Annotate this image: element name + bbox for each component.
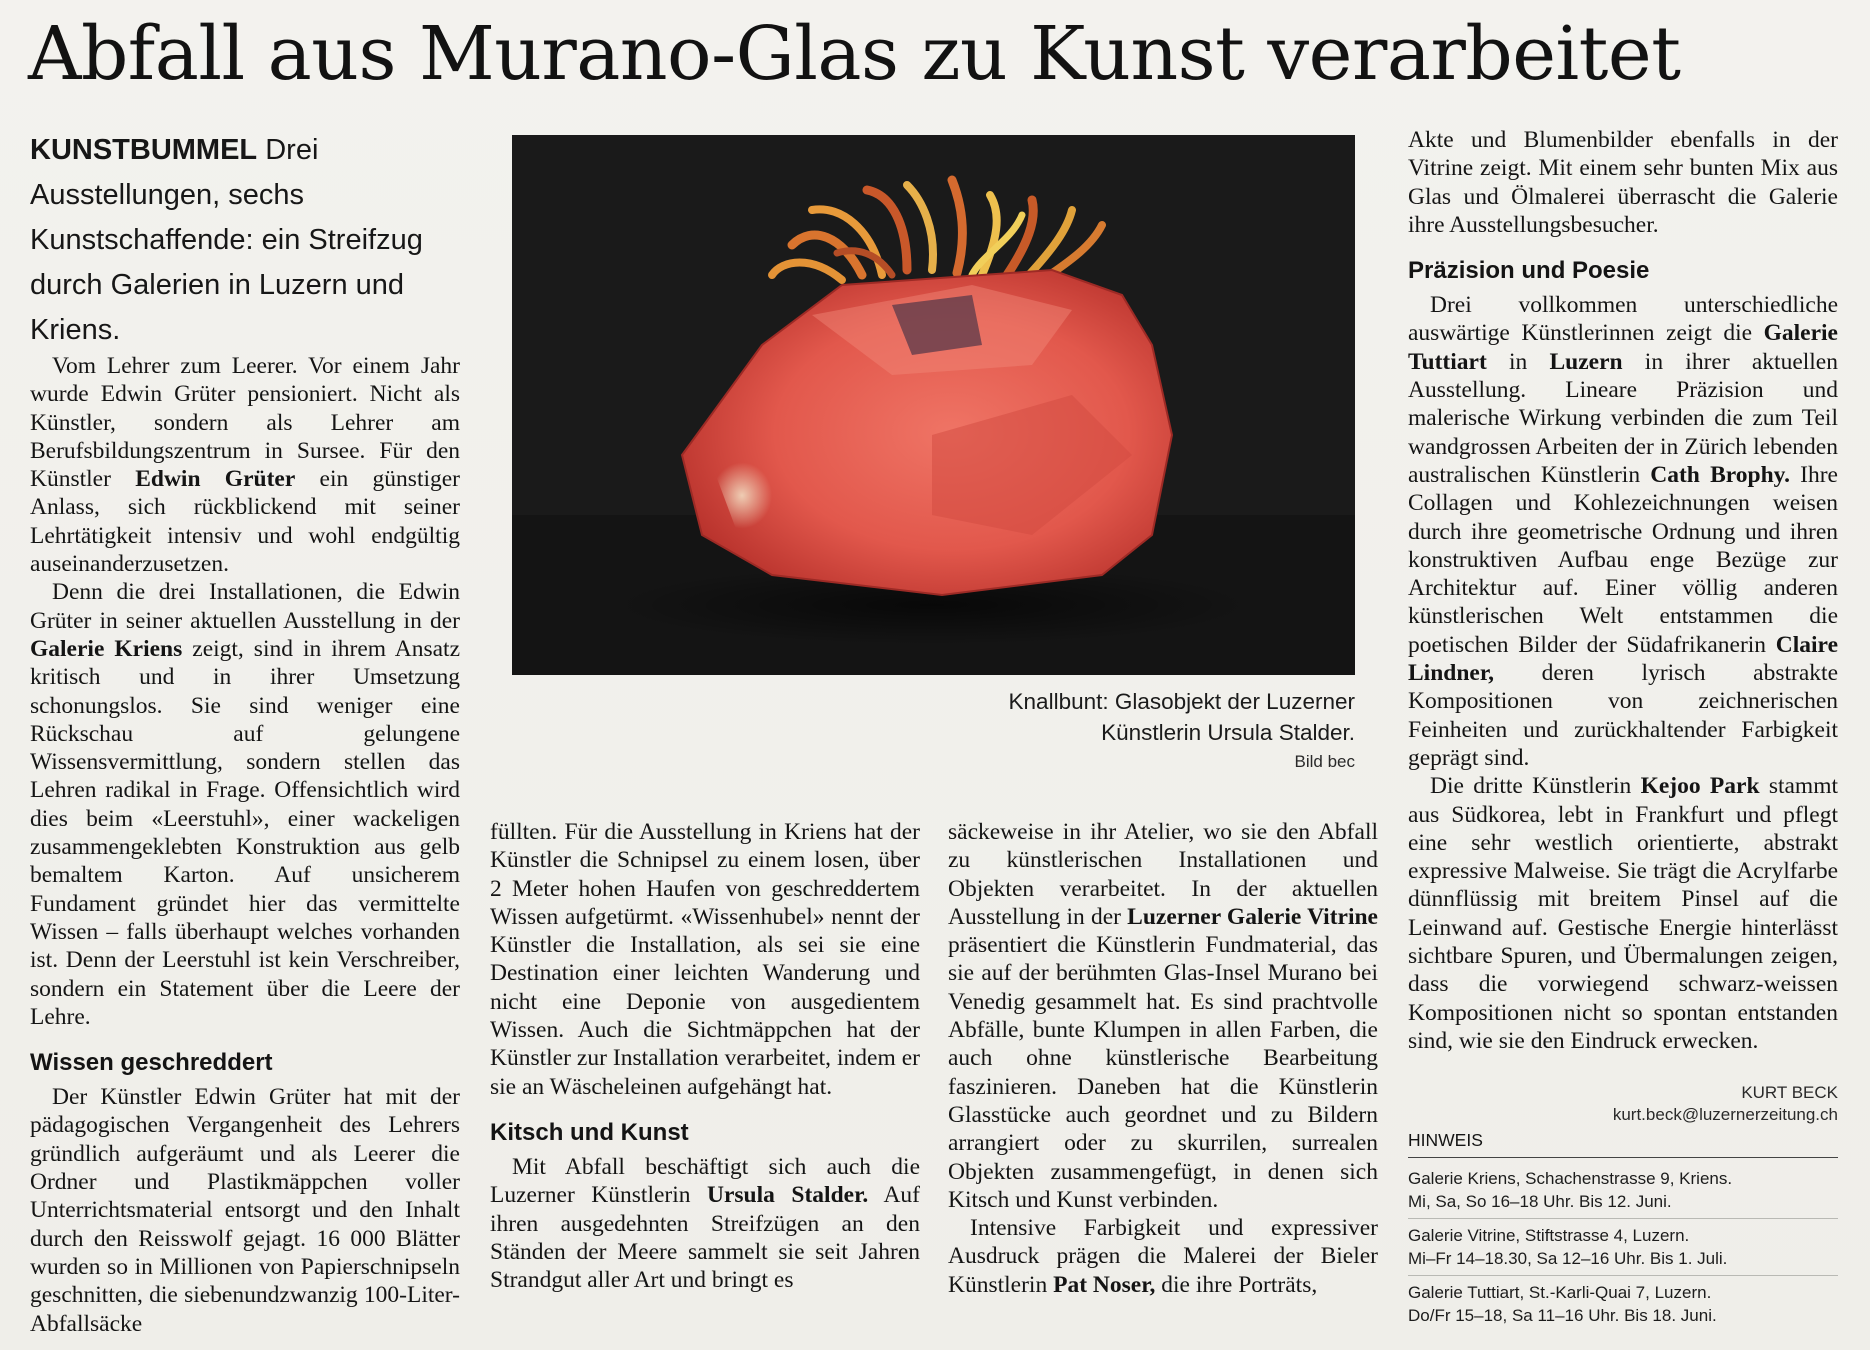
- hinweis-entry: [1408, 1224, 1838, 1276]
- artist-name: Pat Noser,: [1053, 1271, 1156, 1298]
- hinweis-heading: HINWEIS: [1408, 1130, 1838, 1158]
- hinweis-hours: Mi, Sa, So 16–18 Uhr. Bis 12. Juni.: [1408, 1192, 1672, 1211]
- article-column-3: [948, 818, 1378, 1299]
- artist-name: Cath Brophy.: [1650, 461, 1790, 488]
- artist-name: Kejoo Park: [1640, 773, 1760, 800]
- body-paragraph: Drei vollkommen unterschiedliche auswärtige Künstlerinnen zeigt die Galerie Tuttiart in Luzern in ihrer aktuellen Ausstellung. Lineare Präzision und malerische Wirkung verbinden die zum Teil wandgrossen Arbeiten der in Zürich lebenden australischen Künstlerin Cath Brophy. Ihre Collagen und Kohlezeichnungen weisen durch ihre geometrische Ordnung und ihren konstruktiven Aufbau enge Bezüge zur Architektur auf. Einer völlig anderen künstlerischen Welt entstammen die poetischen Bilder der Südafrikanerin Claire Lindner, deren lyrisch abstrakte Kompositionen von zeichnerischen Feinheiten und zurückhaltender Farbigkeit geprägt sind.: [1408, 292, 1838, 771]
- hinweis-entry: [1408, 1281, 1838, 1332]
- body-paragraph: Akte und Blumenbilder ebenfalls in der Vitrine zeigt. Mit einem sehr bunten Mix aus Glas und Ölmalerei überrascht die Galerie ihre Ausstellungsbesucher.: [1408, 127, 1838, 238]
- artist-name: Edwin Grüter: [135, 466, 296, 493]
- caption-line-1: Knallbunt: Glasobjekt der Luzerner: [1008, 689, 1355, 714]
- hinweis-address: Galerie Kriens, Schachenstrasse 9, Kriens.: [1408, 1169, 1733, 1188]
- artist-name: Ursula Stalder.: [707, 1182, 869, 1209]
- body-paragraph: Der Künstler Edwin Grüter hat mit der pädagogischen Vergangenheit des Lehrers gründlich aufgeräumt und als Leerer die Ordner und Plastikmäppchen voller Unterrichtsmaterial entsorgt und den Inhalt durch den Reisswolf gejagt. 16 000 Blätter wurden so in Millionen von Papierschnipseln geschnitten, die siebenundzwanzig 100-Liter-Abfallsäcke: [30, 1084, 460, 1337]
- body-paragraph: Mit Abfall beschäftigt sich auch die Luzerner Künstlerin Ursula Stalder. Auf ihren ausgedehnten Streifzügen an den Ständen der Meere sammelt sie seit Jahren Strandgut aller Art und bringt es: [490, 1153, 921, 1294]
- article-column-2: [490, 818, 920, 1294]
- hinweis-box: [1408, 1162, 1838, 1332]
- photo-caption: [900, 686, 1355, 748]
- artist-name: Claire Lindner,: [1408, 631, 1838, 687]
- hinweis-hours: Mi–Fr 14–18.30, Sa 12–16 Uhr. Bis 1. Juli.: [1408, 1249, 1728, 1268]
- gallery-name: Galerie Tuttiart: [1408, 320, 1838, 375]
- author-email: kurt.beck@luzernerzeitung.ch: [1612, 1105, 1838, 1124]
- author-byline: [1400, 1082, 1838, 1126]
- body-paragraph: füllten. Für die Ausstellung in Kriens hat der Künstler die Schnipsel zu einem losen, über 2 Meter hohen Haufen von geschreddertem Wissen aufgetürmt. «Wissenhubel» nennt der Künstler die Installation, als sei sie eine Destination einer leichten Wanderung und nicht eine Deponie von ausgedientem Wissen. Auch die Sichtmäppchen hat der Künstler zur Installation verarbeitet, indem er sie an Wäscheleinen aufgehängt hat.: [490, 819, 920, 1100]
- article-column-4: [1408, 126, 1838, 1055]
- caption-line-2: Künstlerin Ursula Stalder.: [1101, 720, 1355, 745]
- city-name: Luzern: [1549, 348, 1623, 375]
- lead-kicker: KUNSTBUMMEL: [30, 134, 258, 166]
- lead-paragraph: [30, 128, 462, 353]
- hinweis-address: Galerie Vitrine, Stiftstrasse 4, Luzern.: [1408, 1226, 1690, 1245]
- gallery-name: Galerie Kriens: [30, 635, 183, 662]
- subheading: Wissen geschreddert: [30, 1049, 273, 1077]
- hinweis-address: Galerie Tuttiart, St.-Karli-Quai 7, Luzern.: [1408, 1283, 1712, 1302]
- gallery-name: Luzerner Galerie Vitrine: [1127, 903, 1378, 930]
- hinweis-hours: Do/Fr 15–18, Sa 11–16 Uhr. Bis 18. Juni.: [1408, 1306, 1717, 1325]
- body-paragraph: Vom Lehrer zum Leerer. Vor einem Jahr wurde Edwin Grüter pensioniert. Nicht als Künstler, sondern als Lehrer am Berufsbildungszentrum in Sursee. Für den Künstler Edwin Grüter ein günstiger Anlass, sich rückblickend mit seiner Lehrtätigkeit intensiv und wohl endgültig auseinanderzusetzen.: [30, 353, 461, 578]
- photo-credit: Bild bec: [1294, 752, 1355, 771]
- glass-sculpture-image: [512, 135, 1355, 675]
- body-paragraph: säckeweise in ihr Atelier, wo sie den Abfall zu künstlerischen Installationen und Objekten verarbeitet. In der aktuellen Ausstellung in der Luzerner Galerie Vitrine präsentiert die Künstlerin Fundmaterial, das sie auf der berühmten Glas-Insel Murano bei Venedig gesammelt hat. Es sind prachtvolle Abfälle, bunte Klumpen in allen Farben, die auch ohne künstlerische Bearbeitung faszinieren. Daneben hat die Künstlerin Glasstücke auch geordnet und zu Bildern arrangiert oder zu skurrilen, surrealen Objekten zusammengefügt, in denen sich Kitsch und Kunst verbinden.: [948, 819, 1378, 1213]
- body-paragraph: Die dritte Künstlerin Kejoo Park stammt aus Südkorea, lebt in Frankfurt und pflegt eine sehr westlich orientierte, abstrakt expressive Malweise. Sie trägt die Acrylfarbe dünnflüssig mit breitem Pinsel auf die Leinwand auf. Gestische Energie hinterlässt sichtbare Spuren, und Übermalungen zeigen, dass die vorwiegend schwarz-weissen Kompositionen nicht so spontan entstanden sind, wie sie den Eindruck erwecken.: [1408, 773, 1839, 1054]
- body-paragraph: Denn die drei Installationen, die Edwin Grüter in seiner aktuellen Ausstellung in der Galerie Kriens zeigt, sind in ihrem Ansatz kritisch und in ihrer Umsetzung schonungslos. Sie sind weniger eine Rückschau auf gelungene Wissensvermittlung, sondern stellen das Lehren radikal in Frage. Offensichtlich wird dies beim «Leerstuhl», einer wackeligen zusammengeklebten Konstruktion aus gelb bemaltem Karton. Auf unsicherem Fundament gründet hier das vermittelte Wissen – falls überhaupt welches vorhanden ist. Denn der Leerstuhl ist kein Verschreiber, sondern ein Statement über die Leere der Lehre.: [30, 579, 460, 1030]
- subheading: Präzision und Poesie: [1408, 257, 1650, 285]
- headline: Abfall aus Murano-Glas zu Kunst verarbeitet: [28, 11, 1681, 97]
- body-paragraph: Intensive Farbigkeit und expressiver Ausdruck prägen die Malerei der Bieler Künstlerin Pat Noser, die ihre Porträts,: [948, 1215, 1378, 1298]
- article-column-1: [30, 352, 460, 1338]
- hinweis-entry: [1408, 1167, 1838, 1219]
- photo-glass-sculpture: [512, 135, 1355, 675]
- subheading: Kitsch und Kunst: [490, 1118, 689, 1146]
- lead-text: Drei Ausstellungen, sechs Kunstschaffende: ein Streifzug durch Galerien in Luzern und Kriens.: [30, 134, 423, 346]
- author-name: KURT BECK: [1741, 1083, 1838, 1102]
